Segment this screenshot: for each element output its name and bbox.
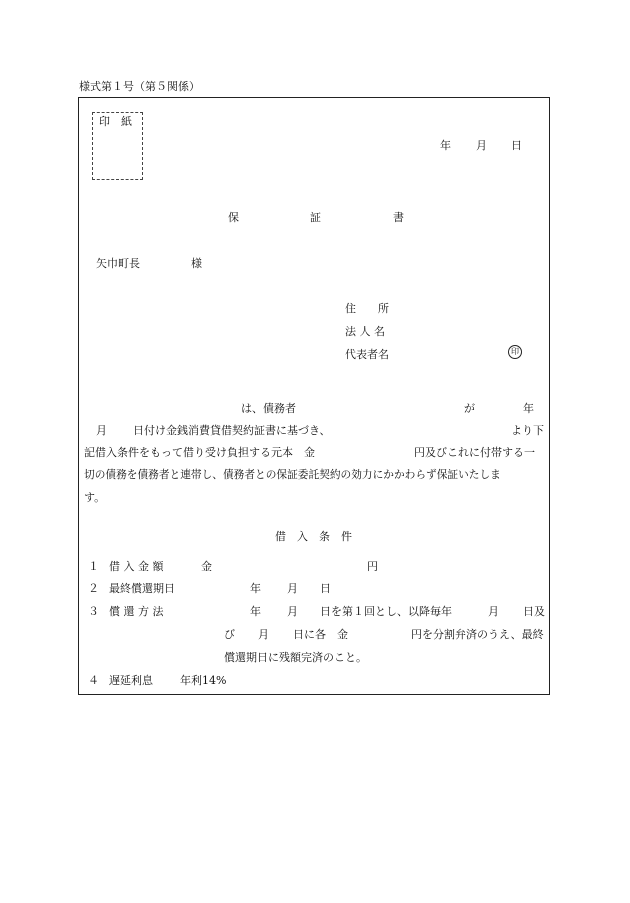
form-number: 様式第１号（第５関係）	[79, 80, 200, 93]
stamp-label: 印 紙	[99, 115, 132, 128]
cond3-month2: 月	[488, 605, 499, 618]
cond3-num: ３	[88, 605, 99, 618]
addressee-honorific: 様	[191, 257, 202, 270]
date-month: 月	[476, 139, 487, 152]
cond3-split: 円を分割弁済のうえ、最終	[411, 628, 544, 641]
cond1-label: 借 入 金 額	[109, 560, 164, 573]
seal-icon: 印	[508, 345, 522, 359]
document-title-char-2: 証	[310, 211, 321, 224]
cond2-month: 月	[287, 582, 298, 595]
body-l2b: 日付け金銭消費貸借契約証書に基づき、	[133, 424, 331, 437]
guarantor-corp-label: 法 人 名	[345, 325, 385, 338]
body-l5: す。	[84, 491, 106, 504]
date-day: 日	[511, 139, 522, 152]
cond4-rate: 年利14%	[180, 674, 227, 687]
document-title-char-1: 保	[228, 211, 239, 224]
body-l2a: 月	[96, 424, 107, 437]
cond3-first: 日を第１回とし、以降毎年	[320, 605, 452, 618]
cond2-label: 最終償還期日	[109, 582, 175, 595]
body-l3b: 円及びこれに付帯する一	[414, 446, 535, 459]
body-l3a: 記借入条件をもって借り受け負担する元本 金	[84, 446, 315, 459]
cond3-bi: び	[224, 628, 235, 641]
guarantor-rep-label: 代表者名	[345, 348, 389, 361]
cond2-day: 日	[320, 582, 331, 595]
cond4-num: ４	[88, 674, 99, 687]
body-l1a: は、債務者	[241, 402, 296, 415]
cond3-last: 償還期日に残額完済のこと。	[224, 651, 367, 664]
cond3-year: 年	[250, 605, 261, 618]
cond3-each: 日に各 金	[293, 628, 348, 641]
cond4-label: 遅延利息	[109, 674, 153, 687]
body-l2c: より下	[511, 424, 544, 437]
cond3-month: 月	[287, 605, 298, 618]
document-title-char-3: 書	[393, 211, 404, 224]
cond2-year: 年	[250, 582, 261, 595]
date-year: 年	[440, 139, 451, 152]
cond1-num: １	[88, 560, 99, 573]
cond1-en: 円	[367, 560, 378, 573]
body-l4: 切の債務を債務者と連帯し、債務者との保証委託契約の効力にかかわらず保証いたしま	[84, 468, 501, 481]
cond3-month3: 月	[258, 628, 269, 641]
body-l1b: が	[464, 402, 475, 415]
cond1-kin: 金	[201, 560, 212, 573]
conditions-title: 借 入 条 件	[275, 530, 352, 543]
cond2-num: ２	[88, 582, 99, 595]
body-l1c: 年	[523, 402, 534, 415]
addressee-name: 矢巾町長	[96, 257, 140, 270]
cond3-day2: 日及	[523, 605, 545, 618]
guarantor-address-label: 住 所	[345, 302, 389, 315]
cond3-label: 償 還 方 法	[109, 605, 164, 618]
